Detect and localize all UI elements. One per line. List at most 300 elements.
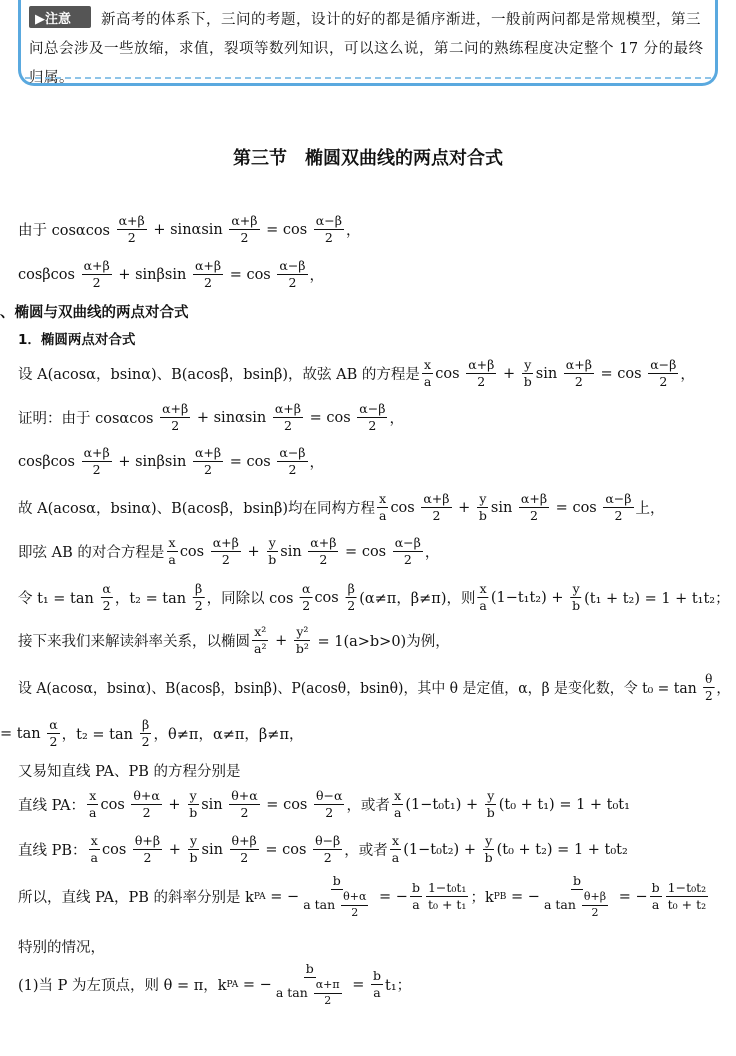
numerator — [267, 536, 278, 552]
text-line — [18, 962, 411, 1008]
text-segment: 故 A(acosα，bsinα)、B(acosβ，bsinβ)均在同构方程 — [18, 501, 375, 518]
text-segment: 2 — [704, 688, 713, 704]
text-segment: α−β — [394, 535, 421, 550]
text-segment: cosβcos — [18, 453, 80, 470]
text-segment: 令 t₁ = tan — [18, 591, 99, 608]
denominator — [252, 641, 268, 656]
text-line — [18, 214, 360, 246]
numerator — [211, 536, 241, 552]
text-segment: 2 — [368, 418, 377, 434]
text-segment: x — [394, 788, 402, 803]
text-segment: = cos — [551, 499, 602, 516]
text-segment: 2 — [351, 906, 359, 920]
text-segment: y — [268, 535, 276, 550]
text-line — [18, 625, 450, 657]
text-segment: 2 — [614, 508, 623, 524]
text-segment: α−β — [279, 258, 306, 273]
text-segment: α−β — [605, 491, 632, 506]
text-segment: 由于 cosαcos — [18, 223, 115, 240]
denominator — [166, 552, 177, 567]
denominator — [323, 805, 335, 820]
numerator — [82, 446, 112, 462]
text-segment: = — [347, 976, 369, 993]
numerator — [133, 834, 162, 850]
text-segment: θ+α — [231, 788, 258, 803]
text-segment: b — [189, 850, 198, 866]
text-segment: = cos — [261, 796, 312, 813]
denominator — [126, 230, 138, 245]
text-segment: x — [424, 357, 432, 372]
denominator — [274, 978, 346, 1007]
text-line — [18, 446, 324, 478]
text-segment: α+β — [310, 535, 337, 550]
text-segment: 直线 PA： — [18, 798, 86, 815]
fraction — [650, 881, 662, 913]
text-segment: (t₀ + t₁) = 1 + t₀t₁ — [498, 796, 630, 813]
fraction — [89, 834, 100, 866]
denominator — [286, 462, 298, 477]
text-segment: θ+α — [343, 890, 367, 904]
numerator — [522, 358, 533, 374]
text-segment: α−β — [315, 213, 342, 228]
text-segment: = cos — [340, 543, 391, 560]
denominator — [188, 850, 200, 865]
fraction — [519, 492, 549, 524]
fraction — [211, 536, 241, 568]
fraction — [166, 536, 177, 568]
denominator — [322, 850, 334, 865]
fraction — [314, 214, 344, 246]
fraction — [570, 582, 582, 614]
fraction — [542, 874, 612, 920]
text-segment: = cos — [260, 841, 312, 858]
text-segment: θ−β — [315, 833, 341, 848]
text-segment: a² — [254, 641, 267, 657]
numerator — [331, 874, 343, 890]
text-segment: x — [391, 833, 400, 848]
numerator — [314, 789, 344, 805]
denominator — [140, 734, 152, 749]
text-segment: α — [49, 717, 58, 732]
fraction — [131, 789, 161, 821]
numerator — [426, 881, 469, 897]
text-segment: 2 — [92, 275, 101, 291]
denominator — [323, 230, 335, 245]
fraction — [187, 789, 199, 821]
fraction — [117, 214, 147, 246]
denominator — [220, 552, 232, 567]
text-segment: = cos — [595, 365, 647, 382]
text-segment: ，θ≠π，α≠π，β≠π， — [153, 727, 304, 744]
fraction — [648, 358, 678, 390]
numerator — [582, 891, 608, 906]
fraction — [300, 582, 312, 614]
text-segment: 2 — [142, 805, 151, 821]
denominator — [410, 897, 421, 912]
denominator — [89, 850, 100, 865]
numerator — [277, 259, 307, 275]
text-segment: b — [486, 805, 495, 821]
fraction — [266, 536, 278, 568]
denominator — [430, 508, 442, 523]
denominator — [657, 374, 669, 389]
fraction — [193, 259, 223, 291]
text-segment: + sinαsin — [148, 221, 228, 238]
denominator — [142, 850, 154, 865]
text-segment: ， — [309, 455, 325, 472]
subscript: PA — [253, 891, 266, 902]
text-segment: 上， — [635, 501, 665, 518]
fraction — [193, 582, 205, 614]
text-segment: b — [572, 598, 581, 614]
text-segment: a tan — [303, 897, 340, 913]
numerator — [188, 789, 199, 805]
text-segment: cosβcos — [18, 266, 80, 283]
text-segment: b — [373, 967, 382, 983]
numerator — [564, 358, 594, 374]
fraction — [393, 536, 423, 568]
numerator — [477, 492, 488, 508]
text-segment: (1−t₁t₂) + — [490, 589, 569, 606]
denominator — [286, 275, 298, 290]
text-segment: θ+β — [231, 833, 257, 848]
text-segment: α+β — [83, 258, 110, 273]
text-segment: cos — [435, 365, 465, 382]
text-segment: 直线 PB： — [18, 843, 87, 860]
fraction — [82, 446, 112, 478]
text-segment: b — [305, 961, 314, 976]
numerator — [314, 214, 344, 230]
text-segment: 2 — [92, 462, 101, 478]
text-segment: α+β — [162, 401, 189, 416]
numerator — [100, 582, 112, 598]
denominator — [485, 805, 497, 820]
text-segment: a — [89, 805, 97, 821]
text-segment: 2 — [659, 374, 668, 390]
numerator — [193, 259, 223, 275]
text-segment: 2 — [591, 906, 599, 920]
text-segment: 2 — [283, 418, 292, 434]
text-segment: x — [168, 535, 176, 550]
text-segment: θ+β — [134, 833, 161, 848]
denominator — [322, 994, 333, 1008]
numerator — [392, 789, 403, 805]
note-tag-label: 注意 — [45, 12, 72, 27]
denominator — [573, 374, 585, 389]
fraction — [47, 718, 59, 750]
text-segment: 2 — [288, 462, 297, 478]
text-segment: y — [189, 833, 198, 848]
denominator — [392, 805, 403, 820]
fraction — [422, 358, 433, 390]
fraction — [522, 358, 534, 390]
text-segment: β — [195, 581, 203, 596]
denominator — [477, 508, 489, 523]
text-segment: 所以，直线 PA，PB 的斜率分别是 k — [18, 890, 254, 907]
text-segment: ；k — [470, 890, 494, 907]
numerator — [390, 834, 401, 850]
denominator — [371, 985, 382, 1000]
text-segment: = cos — [225, 453, 276, 470]
denominator — [239, 805, 251, 820]
text-segment: sin — [280, 543, 307, 560]
fraction — [160, 402, 190, 434]
text-segment: = cos — [305, 409, 356, 426]
denominator — [366, 418, 378, 433]
text-segment: 2 — [530, 508, 538, 524]
numerator — [230, 834, 259, 850]
denominator — [402, 552, 414, 567]
text-segment: y — [189, 788, 197, 803]
text-segment: sin — [535, 365, 562, 382]
text-segment: 又易知直线 PA、PB 的方程分别是 — [18, 763, 241, 780]
text-line — [18, 328, 135, 348]
fraction — [477, 582, 488, 614]
text-segment: + — [498, 365, 520, 382]
text-segment: = tan — [0, 725, 46, 742]
text-segment: = − — [265, 888, 300, 905]
text-segment: a — [391, 850, 400, 866]
text-segment: (t₀ + t₂) = 1 + t₀t₂ — [496, 841, 628, 858]
text-segment: t₀ + t₂ — [667, 897, 707, 913]
text-segment: α+β — [83, 445, 110, 460]
text-segment: a — [90, 850, 98, 866]
text-segment: t₁； — [385, 978, 412, 995]
text-segment: 2 — [432, 508, 441, 524]
note-tag: ▶注意 — [29, 6, 91, 28]
text-line — [18, 358, 695, 390]
numerator — [82, 259, 112, 275]
denominator — [589, 906, 600, 920]
denominator — [377, 508, 388, 523]
fraction — [421, 492, 451, 524]
fraction — [277, 259, 307, 291]
text-segment: x — [89, 788, 97, 803]
denominator — [266, 552, 278, 567]
numerator — [193, 446, 223, 462]
text-segment: α−β — [359, 401, 386, 416]
numerator — [167, 536, 178, 552]
fraction — [564, 358, 594, 390]
fraction — [341, 891, 368, 919]
text-line — [18, 936, 105, 957]
text-segment: b — [268, 552, 277, 568]
fraction — [277, 446, 307, 478]
text-segment: ， — [345, 223, 361, 240]
text-segment: 2 — [302, 598, 311, 614]
denominator — [238, 230, 250, 245]
text-line — [18, 874, 710, 920]
fraction — [582, 891, 608, 919]
text-segment: θ−α — [315, 788, 343, 803]
fraction — [345, 582, 357, 614]
fraction — [82, 259, 112, 291]
text-segment: ， — [716, 681, 731, 698]
text-line — [18, 492, 665, 524]
text-segment: x — [379, 491, 387, 506]
denominator — [666, 897, 709, 912]
note-box — [18, 0, 718, 86]
text-segment: ， — [389, 411, 404, 428]
text-segment: cos — [100, 796, 130, 813]
text-line — [18, 789, 630, 821]
numerator — [346, 582, 357, 598]
text-segment: 2 — [574, 374, 583, 390]
text-segment: + sinβsin — [113, 453, 191, 470]
fraction — [252, 625, 268, 657]
text-segment: = − — [614, 888, 648, 905]
text-segment: a — [373, 985, 381, 1001]
fraction — [485, 789, 497, 821]
fraction — [87, 789, 98, 821]
numerator — [371, 969, 383, 985]
denominator — [570, 598, 582, 613]
denominator — [317, 552, 329, 567]
denominator — [91, 462, 103, 477]
numerator — [648, 358, 678, 374]
text-segment: 、椭圆与双曲线的两点对合式 — [0, 304, 189, 321]
fraction — [426, 881, 469, 913]
text-segment: 1−t₀t₂ — [667, 879, 707, 895]
numerator — [131, 789, 161, 805]
text-segment: y — [487, 788, 495, 803]
denominator — [202, 462, 214, 477]
denominator — [193, 598, 205, 613]
note-text: 新高考的体系下，三问的考题，设计的好的都是循序渐进，一般前两问都是常规模型，第三问总会涉及一些放缩，求值，裂项等数列知识，可以这么说，第二问的熟练程度决定整个 17 分的最终归属。 — [29, 12, 704, 86]
numerator — [478, 582, 489, 598]
text-segment: x — [479, 581, 487, 596]
text-segment: a tan — [543, 897, 580, 913]
numerator — [357, 402, 387, 418]
fraction — [301, 874, 372, 920]
text-segment: y² — [296, 624, 309, 639]
text-segment: θ — [705, 671, 713, 686]
text-segment: ，t₂ = tan — [114, 591, 191, 608]
numerator — [117, 214, 147, 230]
text-segment: 2 — [325, 805, 334, 821]
text-line — [0, 301, 189, 322]
text-segment: y — [485, 833, 493, 848]
text-segment: 2 — [141, 734, 150, 750]
numerator — [571, 874, 583, 890]
fraction — [229, 789, 259, 821]
text-segment: sin — [201, 841, 228, 858]
denominator — [475, 374, 487, 389]
numerator — [188, 834, 199, 850]
numerator — [519, 492, 549, 508]
numerator — [89, 834, 100, 850]
fraction — [274, 962, 346, 1008]
text-segment: y — [572, 581, 580, 596]
text-segment: b — [411, 879, 420, 895]
text-segment: = cos — [261, 221, 312, 238]
text-segment: b — [332, 873, 341, 888]
text-segment: ，或者 — [346, 798, 390, 815]
text-segment: β — [141, 717, 150, 732]
denominator — [422, 374, 433, 389]
fraction — [371, 969, 383, 1001]
denominator — [528, 508, 540, 523]
denominator — [294, 641, 311, 656]
fraction — [100, 582, 112, 614]
text-segment: α+β — [194, 258, 222, 273]
text-segment: a — [412, 897, 420, 913]
text-segment: cos — [101, 841, 131, 858]
denominator — [390, 850, 401, 865]
text-segment: (1−t₀t₁) + — [405, 796, 483, 813]
denominator — [238, 850, 250, 865]
denominator — [169, 418, 181, 433]
text-segment: = − — [374, 888, 408, 905]
numerator — [304, 962, 316, 978]
denominator — [542, 890, 612, 919]
text-segment: (t₁ + t₂) = 1 + t₁t₂； — [584, 591, 730, 608]
text-segment: 设 A(acosα，bsinα)、B(acosβ，bsinβ)，故弦 AB 的方程是 — [18, 367, 420, 384]
denominator — [202, 275, 214, 290]
fraction — [477, 492, 489, 524]
fraction — [314, 789, 344, 821]
text-line — [18, 259, 324, 291]
fraction — [230, 834, 259, 866]
text-segment: a — [479, 598, 487, 614]
text-segment: α+β — [194, 445, 222, 460]
text-segment: ， — [309, 268, 325, 285]
section-title: 第三节 椭圆双曲线的两点对合式 — [233, 148, 503, 169]
text-segment: 2 — [102, 598, 111, 614]
text-line — [18, 834, 628, 866]
text-segment: 2 — [127, 230, 136, 246]
text-segment: = − — [506, 888, 540, 905]
text-segment: b — [523, 374, 532, 390]
numerator — [422, 358, 433, 374]
text-segment: (1−t₀t₂) + — [403, 841, 481, 858]
text-segment: α+β — [118, 213, 145, 228]
text-segment: 2 — [477, 374, 486, 390]
text-segment: 1−t₀t₁ — [427, 879, 467, 895]
fraction — [410, 881, 422, 913]
text-segment: α+β — [565, 357, 592, 372]
denominator — [91, 275, 103, 290]
text-segment: ， — [424, 545, 440, 562]
text-line — [18, 536, 439, 568]
numerator — [87, 789, 98, 805]
text-segment: y — [479, 491, 487, 506]
fraction — [603, 492, 633, 524]
denominator — [187, 805, 199, 820]
text-segment: 2 — [240, 850, 249, 866]
fraction — [357, 402, 387, 434]
numerator — [193, 582, 204, 598]
text-segment: b — [651, 879, 660, 895]
text-segment: α+β — [231, 213, 258, 228]
text-segment: 2 — [221, 552, 230, 568]
text-line — [18, 760, 241, 781]
text-segment: sin — [201, 796, 228, 813]
text-segment: α−β — [650, 357, 677, 372]
text-segment: 2 — [194, 598, 203, 614]
text-segment: = 1(a>b>0)为例， — [312, 634, 450, 651]
text-segment: α+β — [468, 357, 495, 372]
fraction — [308, 536, 338, 568]
text-segment: a — [393, 805, 402, 821]
text-segment: b — [189, 805, 198, 821]
text-segment: 2 — [324, 994, 332, 1008]
numerator — [483, 834, 494, 850]
text-segment: + — [163, 796, 186, 813]
fraction — [313, 834, 342, 866]
denominator — [141, 805, 153, 820]
text-segment: cos — [314, 589, 344, 606]
